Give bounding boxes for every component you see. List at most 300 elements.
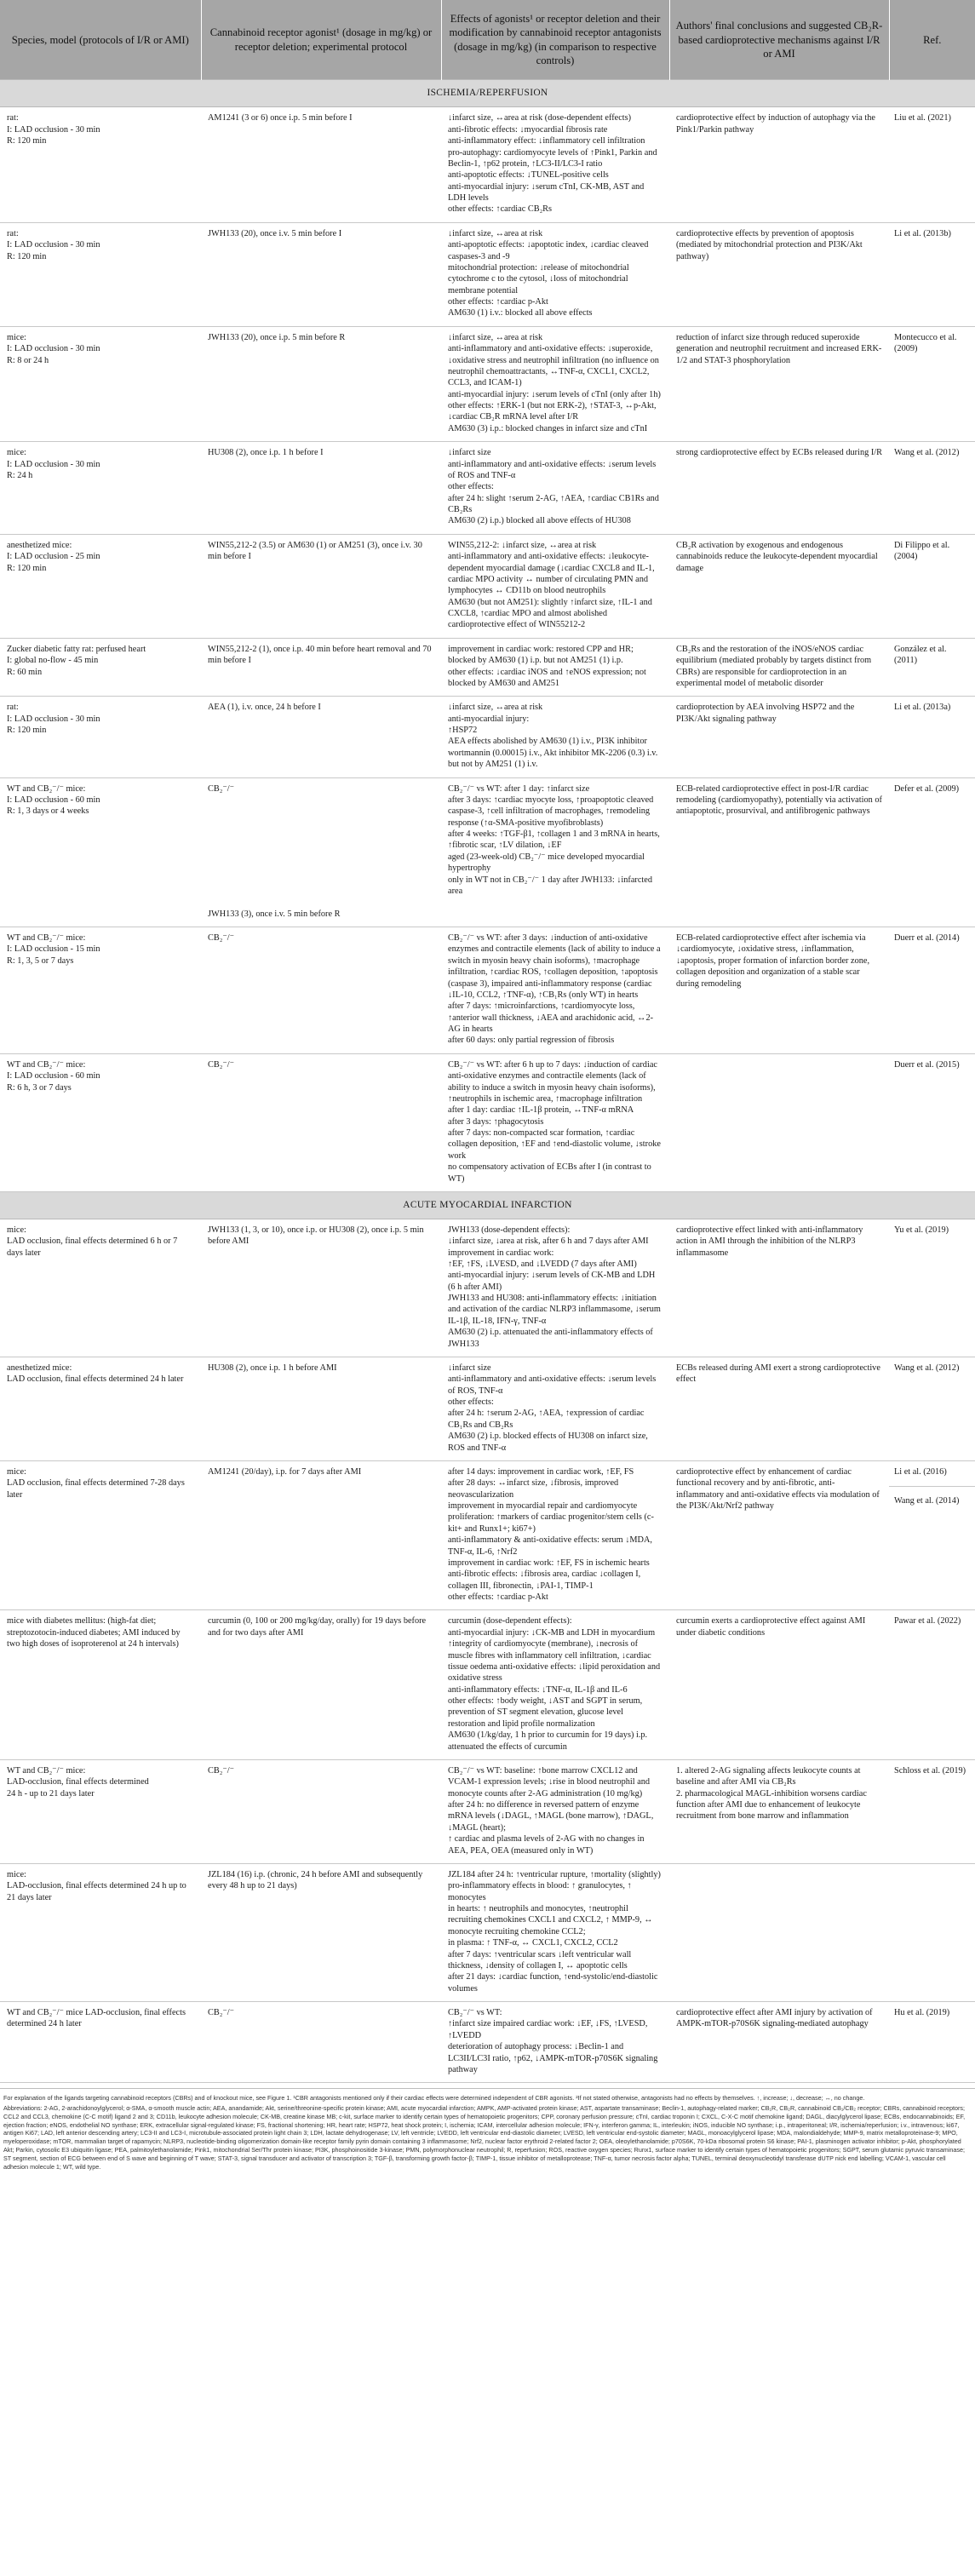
cell-line: deterioration of autophagy process: ↓Beclin-1 and LC3II/LC3I ratio, ↑p62, ↓AMPK-mTOR-p70S6K signaling pathway [448, 2042, 658, 2074]
cell-line: rat: [7, 113, 19, 123]
cell-line: ↑EF, ↑FS, ↓LVESD, and ↓LVEDD (7 days after AMI) [448, 1259, 637, 1269]
cell-line: AM630 (2) i.p. attenuated the anti-inflammatory effects of JWH133 [448, 1328, 653, 1349]
table-row [0, 442, 975, 535]
cell-line: 2. pharmacological MAGL-inhibition worsens cardiac function after AMI due to enhancement of leukocyte recruitment from bone marrow and inflammation [676, 1788, 867, 1822]
cell-line: I: global no-flow - 45 min [7, 656, 99, 666]
cell-line: JWH133 (20), once i.p. 5 min before R [208, 332, 346, 342]
cell-line: R: 120 min [7, 251, 47, 261]
table-row [0, 107, 975, 222]
cell-line: anti-myocardial injury: [448, 714, 530, 724]
reference-citation: Duerr et al. (2014) [894, 933, 960, 943]
cell-line: after 7 days: ↑microinfarctions, ↑cardiomyocyte loss, ↑anterior wall thickness, ↓AEA and arachidonic acid, ↔2-AG in hearts [448, 1001, 654, 1034]
section-ischemia-reperfusion [0, 80, 975, 107]
cell-agonist-protocol [201, 1219, 441, 1357]
cell-line: CB₂⁻/⁻ [208, 783, 235, 794]
cell-conclusions [669, 777, 889, 927]
cell-line: ↓infarct size, ↔area at risk (dose-dependent effects) [448, 113, 632, 123]
cell-line: other effects: [448, 482, 494, 492]
cell-reference [889, 2002, 975, 2083]
cell-line: anti-inflammatory and anti-oxidative effects: ↓serum levels of ROS, TNF-α [448, 1374, 657, 1396]
cell-line: CB₂Rs and the restoration of the iNOS/eNOS cardiac equilibrium (mediated probably by targets distinct from CBRs) are responsible for cardioprotection in an experimental model of metabolic disorder [676, 644, 872, 688]
cell-line: WT and CB₂⁻/⁻ mice: [7, 1765, 86, 1776]
cell-conclusions [669, 107, 889, 222]
cell-line: R: 1, 3, 5 or 7 days [7, 955, 74, 966]
cell-line: AEA effects abolished by AM630 (1) i.v., PI3K inhibitor wortmannin (0.00015) i.v., Akt inhibitor MK-2206 (0.3) i.v. but not by AM251 (1) i.v. [448, 737, 658, 770]
cell-line: ↓infarct size, ↓area at risk, after 6 h and 7 days after AMI [448, 1236, 649, 1247]
cell-line: other effects: ↑cardiac CB₂Rs [448, 204, 553, 215]
cell-effects [441, 1759, 669, 1863]
cell-line: anesthetized mice: [7, 1363, 72, 1373]
header-effects: Effects of agonists¹ or receptor deletion and their modification by cannabinoid receptor antagonists (dosage in mg/kg) (in comparison to respective controls) [441, 0, 669, 80]
footnote-abbreviations: Abbreviations: 2-AG, 2-arachidonoylglycerol; α-SMA, α-smooth muscle actin; AEA, anandamide; Akt, serine/threonine-specific protein kinase; AMI, acute myocardial infarction; AMPK, AMP-activated protein kinase; AST, aspartate transaminase; Beclin-1, autophagy-related marker; CB₁R, CB₂R, cannabinoid CB₁/CB₂ receptor; CBRs, cannabinoid receptors; CCL2 and CCL3, chemokine (C-C motif) ligand 2 and 3; CD11b, leukocyte adhesion molecule; CK-MB, creatine kinase MB; c-kit, surface marker to identify certain types of hematopoietic progenitors; CPP, coronary perfusion pressure; cTnI, cardiac troponin I; CXCL, C-X-C motif chemokine ligand; DAGL, diacylglycerol lipase; ECBs, endocannabinoids; EF, ejection fraction; eNOS, endothelial NO synthase; ERK, extracellular signal-regulated kinase; FS, fractional shortening; HR, heart rate; HSP72, heat shock protein; I, ischemia; ICAM, intercellular adhesion molecule; IFN-γ, interferon gamma; IL, interleukin; iNOS, inducible NO synthase; i.p., intraperitoneal; I/R, ischemia/reperfusion; i.v., intravenous; ki67, antigen Ki67; LAD, left anterior descending artery; LC3-II and LC3-I, microtubule-associated protein light chain 3; LDH, lactate dehydrogenase; LV, left ventricle; LVEDD, left ventricular end-diastolic diameter; LVESD, left ventricular end-systolic diameter; MAGL, monoacylglycerol lipase; MDA, malondialdehyde; MMP-9, matrix metalloproteinase-9; MPO, myeloperoxidase; mTOR, mammalian target of rapamycin; NLRP3, nucleotide-binding oligomerization domain-like receptor family pyrin domain containing 3 inflammasome; Nrf2, nuclear factor erythroid 2-related factor 2; OEA, oleoylethanolamide; p70S6K, 70-kDa ribosomal protein S6 kinase; PAI-1, plasminogen activator inhibitor; p-Akt, phosphorylated Akt; Parkin, cytosolic E3 ubiquitin ligase; PEA, palmitoylethanolamide; Pink1, mitochondrial Ser/Thr protein kinase; PI3K, phosphoinositide 3-kinase; PMN, polymorphonuclear neutrophil; R, reperfusion; ROS, reactive oxygen species; Runx1, surface marker to identify certain types of hematopoietic progenitors; SGPT, serum glutamic pyruvic transaminase; ST segment, section of ECG between end of S wave and beginning of T wave; STAT-3, signal transducer and activator of transcription 3; TGF-β, transforming growth factor-β; TIMP-1, tissue inhibitor of metalloprotease; TNF-α, tumor necrosis factor alpha; TUNEL, terminal deoxynucleotidyl transferase dUTP nick end labelling; VCAM-1, vascular cell adhesion molecule 1; WT, wild type. [3, 2104, 966, 2171]
cell-effects [441, 107, 669, 222]
cell-line: I: LAD occlusion - 15 min [7, 944, 100, 955]
cell-line: anti-apoptotic effects: ↓apoptotic index, ↓cardiac cleaved caspases-3 and -9 [448, 240, 649, 261]
cell-line: R: 120 min [7, 563, 47, 573]
cell-line: cardioprotective effects by prevention of apoptosis (mediated by mitochondrial protection and PI3K/Akt pathway) [676, 228, 863, 261]
cell-line: CB₂⁻/⁻ [208, 933, 235, 943]
cell-line: ↓infarct size, ↔area at risk [448, 332, 543, 342]
cell-line: JZL184 after 24 h: ↑ventricular rupture, ↑mortality (slightly) [448, 1869, 661, 1879]
cell-species-model [0, 442, 201, 535]
cell-line: JWH133 (20), once i.v. 5 min before I [208, 228, 342, 238]
cell-line: after 60 days: only partial regression of fibrosis [448, 1036, 615, 1046]
cell-species-model [0, 1610, 201, 1760]
cell-line: LAD-occlusion, final effects determined [7, 1777, 149, 1787]
cell-line: anti-inflammatory effect: ↓inflammatory cell infiltration [448, 136, 645, 146]
header-conclusions: Authors' final conclusions and suggested CB₂R-based cardioprotective mechanisms against I/R or AMI [669, 0, 889, 80]
cell-line: AM1241 (20/day), i.p. for 7 days after AMI [208, 1466, 362, 1477]
cell-agonist-protocol [201, 1759, 441, 1863]
cell-line: AM630 (2) i.p.) blocked all above effects of HU308 [448, 516, 631, 526]
cell-reference [889, 1219, 975, 1357]
cell-line: I: LAD occlusion - 30 min [7, 344, 100, 354]
cell-conclusions [669, 1759, 889, 1863]
cell-line: CB₂⁻/⁻ [208, 1059, 235, 1070]
reference-citation: Defer et al. (2009) [894, 783, 960, 794]
cell-conclusions [669, 222, 889, 326]
cell-line: ↑ cardiac and plasma levels of 2-AG with no changes in AEA, PEA, OEA (measured only in WT) [448, 1834, 645, 1856]
cell-conclusions [669, 638, 889, 697]
cell-line: anti-myocardial injury: ↓serum levels of CK-MB and LDH (6 h after AMI) [448, 1271, 656, 1292]
cell-reference [889, 222, 975, 326]
header-species-model: Species, model (protocols of I/R or AMI) [0, 0, 201, 80]
table-row [0, 1219, 975, 1357]
cell-line: I: LAD occlusion - 30 min [7, 714, 100, 724]
cell-effects [441, 534, 669, 638]
cell-line: rat: [7, 228, 19, 238]
cell-line: other effects: ↑body weight, ↓AST and SGPT in serum, prevention of ST segment elevation, glucose level restoration and lipid profile normalization [448, 1696, 643, 1729]
cell-conclusions [669, 326, 889, 441]
cell-line: R: 8 or 24 h [7, 355, 49, 365]
cell-line: anti-inflammatory and anti-oxidative effects: ↓leukocyte-dependent myocardial damage (↓cardiac CXCL8 and IL-1, cardiac MPO activity ↔ number of circulating PMN and lymphocytes ↔ CD11b on blood neutrophils [448, 552, 655, 596]
cell-line: improvement in cardiac work: restored CPP and HR; blocked by AM630 (1) i.p. but not AM251 (1) i.p. [448, 644, 634, 666]
cell-line: cardioprotective effect after AMI injury by activation of AMPK-mTOR-p70S6K signaling-mediated autophagy [676, 2008, 873, 2029]
cell-effects [441, 1053, 669, 1191]
section-acute-myocardial-infarction [0, 1191, 975, 1219]
cell-species-model [0, 534, 201, 638]
cell-line: JWH133 (dose-dependent effects): [448, 1225, 571, 1235]
cell-agonist-protocol [201, 534, 441, 638]
cell-line: rat: [7, 703, 19, 713]
cell-line: ↓infarct size, ↔area at risk [448, 228, 543, 238]
cell-line: after 28 days: ↔infarct size, ↓fibrosis, improved neovascularization [448, 1478, 619, 1500]
table-row [0, 1460, 975, 1610]
cell-line: I: LAD occlusion - 60 min [7, 1071, 100, 1081]
cell-line: strong cardioprotective effect by ECBs released during I/R [676, 448, 882, 458]
table-footnotes [0, 2088, 975, 2171]
cell-line: CB₂R activation by exogenous and endogenous cannabinoids reduce the leukocyte-dependent myocardial damage [676, 540, 878, 573]
footnote-legend: For explanation of the ligands targeting cannabinoid receptors (CBRs) and of knockout mice, see Figure 1. ¹CBR antagonists mentioned only if their cardiac effects were determined independent of CBR agonists. ²If not stated otherwise, antagonists had no effects by themselves. ↑, increase; ↓, decrease; ↔, no change. [3, 2094, 865, 2103]
table-row [0, 326, 975, 441]
cell-conclusions [669, 1610, 889, 1760]
cell-line: other effects: ↑cardiac p-Akt [448, 1592, 548, 1603]
cell-line: WT and CB₂⁻/⁻ mice: [7, 783, 86, 794]
cell-agonist-protocol [201, 638, 441, 697]
reference-citation: Pawar et al. (2022) [894, 1616, 961, 1626]
cell-reference [889, 927, 975, 1054]
cell-line: mice: [7, 332, 26, 342]
cell-effects [441, 697, 669, 777]
cell-species-model [0, 222, 201, 326]
cell-line: I: LAD occlusion - 60 min [7, 795, 100, 805]
cell-line: AEA (1), i.v. once, 24 h before I [208, 703, 321, 713]
cell-line: WIN55,212-2: ↓infarct size, ↔area at risk [448, 540, 597, 550]
cell-reference [889, 534, 975, 638]
cell-effects [441, 442, 669, 535]
cell-line: CB₂⁻/⁻ vs WT: after 6 h up to 7 days: ↓induction of cardiac anti-oxidative enzymes and contractile elements (lack of ability to induce a switch in myosin heavy chain isoforms), ↑neutrophils in ischemic area, ↑macrophage infiltration [448, 1059, 657, 1104]
cell-species-model [0, 927, 201, 1054]
cell-conclusions [669, 2002, 889, 2083]
table-row [0, 1357, 975, 1460]
cell-species-model [0, 1053, 201, 1191]
cell-line: LAD occlusion, final effects determined 6 h or 7 days later [7, 1236, 178, 1258]
cell-line [208, 852, 434, 863]
cell-line [208, 806, 434, 817]
cell-line: after 24 h: no difference in reversed pattern of enzyme mRNA levels (↓DAGL, ↑MAGL (bone marrow), ↑DAGL, ↓MAGL (heart); [448, 1800, 654, 1833]
cell-line: CB₂⁻/⁻ [208, 2008, 235, 2018]
cell-line: ECB-related cardioprotective effect after ischemia via ↓cardiomyocyte, ↓oxidative stress, ↓inflammation, ↓apoptosis, proper formation of infarction border zone, collagen deposition and organization of a stable scar during remodeling [676, 933, 870, 989]
cell-species-model [0, 326, 201, 441]
cell-line: ↑HSP72 [448, 726, 478, 735]
cell-species-model [0, 2002, 201, 2083]
cell-line: WT and CB₂⁻/⁻ mice LAD-occlusion, final effects determined 24 h later [7, 2008, 186, 2029]
cell-agonist-protocol [201, 1863, 441, 2001]
reference-citation: Hu et al. (2019) [894, 2008, 950, 2018]
cell-line: after 3 days: ↑cardiac myocyte loss, ↑proapoptotic cleaved caspase-3, ↑cell infiltration of macrophages, ↑remodeling response (↑α-SMA-positive myofibroblasts) [448, 795, 654, 828]
cell-reference [889, 777, 975, 927]
cell-reference [889, 107, 975, 222]
cell-line: R: 6 h, 3 or 7 days [7, 1082, 72, 1093]
cell-effects [441, 1610, 669, 1760]
table-row [0, 1053, 975, 1191]
cell-species-model [0, 777, 201, 927]
cell-effects [441, 1460, 669, 1610]
cell-agonist-protocol [201, 2002, 441, 2083]
cell-species-model [0, 1357, 201, 1460]
cell-reference [889, 1357, 975, 1460]
cell-effects [441, 1863, 669, 2001]
cell-line: I: LAD occlusion - 30 min [7, 124, 100, 135]
cell-line: anti-myocardial injury: ↓serum levels of cTnI (only after 1h) [448, 389, 661, 399]
cell-line: AM630 (2) i.p. blocked effects of HU308 on infarct size, ROS and TNF-α [448, 1431, 648, 1453]
cell-line: pro-inflammatory effects in blood: ↑ granulocytes, ↑ monocytes [448, 1881, 632, 1902]
cell-line [208, 795, 434, 806]
cell-line: JWH133 and HU308: anti-inflammatory effects: ↓initiation and activation of the cardiac NLRP3 inflammasome, ↓serum IL-1β, IL-18, IFN-γ, TNF-α [448, 1294, 661, 1326]
cell-line: mitochondrial protection: ↓release of mitochondrial cytochrome c to the cytosol, ↓loss of mitochondrial membrane potential [448, 262, 629, 295]
cell-species-model [0, 1219, 201, 1357]
reference-citation: Schloss et al. (2019) [894, 1765, 966, 1776]
cell-line: after 4 weeks: ↑TGF-β1, ↑collagen 1 and 3 mRNA in hearts, ↑fibrotic scar, ↑LV dilation, ↓EF [448, 829, 660, 851]
cell-line: aged (23-week-old) CB₂⁻/⁻ mice developed myocardial hypertrophy [448, 852, 645, 874]
cell-species-model [0, 107, 201, 222]
reference-citation: Li et al. (2016) [894, 1466, 947, 1477]
cell-line: ↓infarct size [448, 1363, 491, 1373]
reference-citation: Wang et al. (2014) [889, 1486, 975, 1506]
cell-line: improvement in myocardial repair and cardiomyocyte proliferation: ↑markers of cardiac progenitor/stem cells (c-kit+ and Runx1+; ki67+) [448, 1501, 654, 1534]
table-row [0, 697, 975, 777]
cell-effects [441, 638, 669, 697]
cell-line: anesthetized mice: [7, 540, 72, 550]
cell-line: mice: [7, 1225, 26, 1235]
cell-reference [889, 1863, 975, 2001]
cell-line: anti-apoptotic effects: ↓TUNEL-positive cells [448, 170, 609, 181]
cell-line: I: LAD occlusion - 30 min [7, 240, 100, 250]
cell-line: after 3 days: ↑phagocytosis [448, 1116, 544, 1127]
cell-agonist-protocol [201, 326, 441, 441]
reference-citation: González et al. (2011) [894, 644, 947, 666]
cell-line: WIN55,212-2 (1), once i.p. 40 min before heart removal and 70 min before I [208, 644, 432, 666]
cell-reference [889, 697, 975, 777]
cell-line: reduction of infarct size through reduced superoxide generation and neutrophil recruitment and increased ERK-1/2 and STAT-3 phosphorylation [676, 332, 882, 365]
cell-line: Zucker diabetic fatty rat: perfused heart [7, 644, 146, 654]
cell-line: mice: [7, 1869, 26, 1879]
table-row [0, 638, 975, 697]
cell-line: mice with diabetes mellitus: (high-fat diet; streptozotocin-induced diabetes; AMI induced by two high doses of isoproterenol at 24 h intervals) [7, 1616, 181, 1649]
cell-agonist-protocol [201, 1357, 441, 1460]
cell-reference [889, 638, 975, 697]
cell-line: JZL184 (16) i.p. (chronic, 24 h before AMI and subsequently every 48 h up to 21 days) [208, 1869, 423, 1891]
cell-line: improvement in cardiac work: ↑EF, FS in ischemic hearts [448, 1558, 650, 1568]
cell-line: cardioprotection by AEA involving HSP72 and the PI3K/Akt signaling pathway [676, 703, 855, 724]
reference-citation: Di Filippo et al. (2004) [894, 540, 950, 562]
cell-line [208, 840, 434, 851]
cell-line: other effects: [448, 1397, 494, 1408]
cell-agonist-protocol [201, 927, 441, 1054]
cell-line: after 21 days: ↓cardiac function, ↑end-systolic/end-diastolic volumes [448, 1972, 658, 1994]
cell-line: curcumin (dose-dependent effects): [448, 1616, 572, 1626]
cell-reference [889, 1460, 975, 1610]
cell-line: cardioprotective effect by induction of autophagy via the Pink1/Parkin pathway [676, 113, 875, 135]
cell-line: R: 120 min [7, 726, 47, 735]
table-row [0, 222, 975, 326]
cell-species-model [0, 1460, 201, 1610]
cell-agonist-protocol [201, 442, 441, 535]
cell-line: in plasma: ↑ TNF-α, ↔ CXCL1, CXCL2, CCL2 [448, 1938, 618, 1948]
cell-line: after 7 days: ↑ventricular scars ↓left ventricular wall thickness, ↓density of collagen I, ↔ apoptotic cells [448, 1949, 632, 1971]
cell-line: AM630 (3) i.p.: blocked changes in infarct size and cTnI [448, 423, 648, 433]
cell-line: JWH133 (1, 3, or 10), once i.p. or HU308 (2), once i.p. 5 min before AMI [208, 1225, 424, 1247]
cell-line: LAD-occlusion, final effects determined 24 h up to 21 days later [7, 1881, 186, 1902]
cell-reference [889, 1053, 975, 1191]
cell-reference [889, 326, 975, 441]
cell-line: anti-inflammatory and anti-oxidative effects: ↓serum levels of ROS and TNF-α [448, 459, 657, 480]
cell-line: HU308 (2), once i.p. 1 h before I [208, 448, 324, 458]
cell-line: AM630 (1) i.v.: blocked all above effects [448, 308, 593, 318]
cell-line: LAD occlusion, final effects determined 24 h later [7, 1374, 184, 1385]
cell-line: JWH133 (3), once i.v. 5 min before R [208, 909, 341, 919]
cell-line: CB₂⁻/⁻ vs WT: [448, 2008, 502, 2018]
cell-line: AM630 (but not AM251): slightly ↑infarct size, ↑IL-1 and CXCL8, ↑cardiac MPO and almost abolished cardioprotective effect of WIN55212-2 [448, 597, 652, 630]
cell-line: I: LAD occlusion - 25 min [7, 552, 100, 562]
cell-line: curcumin (0, 100 or 200 mg/kg/day, orally) for 19 days before and for two days after AMI [208, 1616, 427, 1638]
cell-effects [441, 1219, 669, 1357]
table-body [0, 80, 975, 2083]
cell-species-model [0, 1863, 201, 2001]
cell-line: R: 120 min [7, 136, 47, 146]
cell-agonist-protocol [201, 1610, 441, 1760]
section-title: ISCHEMIA/REPERFUSION [0, 80, 975, 107]
cell-line: WIN55,212-2 (3.5) or AM630 (1) or AM251 (3), once i.v. 30 min before I [208, 540, 422, 562]
cell-line [208, 863, 434, 874]
cell-conclusions [669, 697, 889, 777]
cell-line: only in WT not in CB₂⁻/⁻ 1 day after JWH133: ↓infarcted area [448, 875, 652, 896]
cell-line [208, 875, 434, 886]
reference-citation: Duerr et al. (2015) [894, 1059, 960, 1070]
cell-line: WT and CB₂⁻/⁻ mice: [7, 933, 86, 943]
cell-line: in hearts: ↑ neutrophils and monocytes, ↑neutrophil recruiting chemokines CXCL1 and CXCL2, ↑ MMP-9, ↔ monocyte recruiting chemokine CCL2; [448, 1904, 653, 1936]
cell-reference [889, 1610, 975, 1760]
cell-reference [889, 1759, 975, 1863]
cell-effects [441, 222, 669, 326]
cell-line: other effects: ↑ERK-1 (but not ERK-2), ↑STAT-3, ↔p-Akt, ↓cardiac CB₂R mRNA level after I/R [448, 401, 657, 422]
cell-line: other effects: ↓cardiac iNOS and ↑eNOS expression; not blocked by AM630 and AM251 [448, 667, 646, 688]
reference-citation: Li et al. (2013a) [894, 703, 951, 713]
cell-line: R: 60 min [7, 667, 43, 677]
cell-conclusions [669, 1053, 889, 1191]
cell-line: anti-myocardial injury: ↓CK-MB and LDH in myocardium ↑integrity of cardiomyocyte (membrane), ↓necrosis of muscle fibres with inflammatory cell infiltration, ↓cardiac tissue oedema anti-oxidative effects: ↓lipid peroxidation and oxidative stress [448, 1627, 661, 1684]
cell-agonist-protocol [201, 1460, 441, 1610]
reference-citation: Montecucco et al. (2009) [894, 332, 957, 354]
cell-effects [441, 777, 669, 927]
cell-agonist-protocol [201, 107, 441, 222]
cell-effects [441, 1357, 669, 1460]
cell-line: CB₂⁻/⁻ vs WT: baseline: ↑bone marrow CXCL12 and VCAM-1 expression levels; ↓rise in blood neutrophil and monocyte counts after 2-AG administration (10 mg/kg) [448, 1765, 651, 1799]
cell-line: WT and CB₂⁻/⁻ mice: [7, 1059, 86, 1070]
cell-effects [441, 326, 669, 441]
cell-agonist-protocol [201, 222, 441, 326]
cell-line: pro-autophagy: cardiomyocyte levels of ↑Pink1, Parkin and Beclin-1, ↑p62 protein, ↑LC3-II/LC3-I ratio [448, 147, 657, 169]
cell-line: anti-fibrotic effects: ↓fibrosis area, cardiac ↓collagen I, collagen III, fibronectin, ↓PAI-1, TIMP-1 [448, 1569, 641, 1591]
cell-line: CB₂⁻/⁻ [208, 1765, 235, 1776]
cell-line: after 1 day: cardiac ↑IL-1β protein, ↔TNF-α mRNA [448, 1105, 634, 1116]
table-row [0, 777, 975, 927]
cell-line: R: 1, 3 days or 4 weeks [7, 806, 89, 817]
cell-line: anti-inflammatory and anti-oxidative effects: ↓superoxide, ↓oxidative stress and neutrophil infiltration (no influence on neutrophil chemoattractants, ↔TNF-α, CXCL1, CXCL2, CCL3, and ICAM-1) [448, 344, 659, 388]
reference-citation: Wang et al. (2012) [894, 448, 960, 458]
cell-conclusions [669, 1460, 889, 1610]
cell-species-model [0, 697, 201, 777]
cell-effects [441, 927, 669, 1054]
table-row [0, 534, 975, 638]
cell-species-model [0, 638, 201, 697]
cell-agonist-protocol [201, 1053, 441, 1191]
cell-line: cardioprotective effect by enhancement of cardiac functional recovery and by anti-fibrotic, anti-inflammatory and anti-oxidative effects via modulation of the PI3K/Akt/Nrf2 pathway [676, 1466, 880, 1512]
cell-reference [889, 442, 975, 535]
cell-agonist-protocol [201, 697, 441, 777]
table-header [0, 0, 975, 80]
cell-line: 24 h - up to 21 days later [7, 1788, 95, 1799]
cell-line: LAD occlusion, final effects determined 7-28 days later [7, 1478, 185, 1500]
cell-line: R: 24 h [7, 470, 33, 480]
cell-conclusions [669, 442, 889, 535]
section-title: ACUTE MYOCARDIAL INFARCTION [0, 1191, 975, 1219]
cell-line: CB₂⁻/⁻ vs WT: after 3 days: ↓induction of anti-oxidative enzymes and contractile elements (lack of ability to induce a switch in myosin heavy chain isoforms), ↑macrophage infiltration, ↑cardiac ROS, ↑collagen deposition, ↑apoptosis (caspase 3), impaired anti-inflammatory response (cardiac ↓IL-10, CCL2, ↑TNF-α), ↑CB₁Rs (only WT) in hearts [448, 933, 661, 1000]
cell-line: ↓infarct size, ↔area at risk [448, 703, 543, 713]
cell-effects [441, 2002, 669, 2083]
reference-citation: Yu et al. (2019) [894, 1225, 949, 1235]
table-row [0, 927, 975, 1054]
cell-conclusions [669, 1357, 889, 1460]
cell-line: after 7 days: non-compacted scar formation, ↑cardiac collagen deposition, ↑EF and ↑end-diastolic volume, ↓stroke work [448, 1128, 661, 1161]
cell-line [208, 897, 434, 908]
cell-conclusions [669, 1219, 889, 1357]
cell-line: mice: [7, 448, 26, 458]
cell-line: ↑infarct size impaired cardiac work: ↓EF, ↓FS, ↑LVESD, ↑LVEDD [448, 2019, 648, 2040]
cell-agonist-protocol [201, 777, 441, 927]
cell-line: CB₂⁻/⁻ vs WT: after 1 day: ↑infarct size [448, 783, 590, 794]
cell-line: after 24 h: slight ↑serum 2-AG, ↑AEA, ↑cardiac CB1Rs and CB₂Rs [448, 493, 659, 514]
table-row [0, 1759, 975, 1863]
cell-line: ECBs released during AMI exert a strong cardioprotective effect [676, 1363, 880, 1385]
cell-conclusions [669, 534, 889, 638]
cell-line: HU308 (2), once i.p. 1 h before AMI [208, 1363, 337, 1373]
cell-line: I: LAD occlusion - 30 min [7, 459, 100, 469]
cell-line: no compensatory activation of ECBs after I (in contrast to WT) [448, 1162, 651, 1184]
cell-line: cardioprotective effect linked with anti-inflammatory action in AMI through the inhibition of the NLRP3 inflammasome [676, 1225, 863, 1258]
cell-line: other effects: ↑cardiac p-Akt [448, 297, 548, 307]
cell-line: curcumin exerts a cardioprotective effect against AMI under diabetic conditions [676, 1616, 866, 1638]
cell-line [208, 829, 434, 840]
cell-line: anti-inflammatory & anti-oxidative effects: serum ↓MDA, TNF-α, IL-6, ↑Nrf2 [448, 1535, 653, 1557]
header-agonist-dosage: Cannabinoid receptor agonist¹ (dosage in mg/kg) or receptor deletion; experimental protocol [201, 0, 441, 80]
cell-line: anti-myocardial injury: ↓serum cTnI, CK-MB, AST and LDH levels [448, 181, 645, 203]
table-row [0, 1863, 975, 2001]
table-row [0, 2002, 975, 2083]
reference-citation: Liu et al. (2021) [894, 113, 951, 123]
cell-line: ECB-related cardioprotective effect in post-I/R cardiac remodeling (cardiomyopathy), potentially via activation of antiapoptotic, prosurvival, and antifibrogenic pathways [676, 783, 882, 817]
cell-line: after 24 h: ↑serum 2-AG, ↑AEA, ↑expression of cardiac CB₁Rs and CB₂Rs [448, 1408, 645, 1430]
cell-conclusions [669, 927, 889, 1054]
header-reference: Ref. [889, 0, 975, 80]
cell-line: 1. altered 2-AG signaling affects leukocyte counts at baseline and after AMI via CB₂Rs [676, 1765, 861, 1787]
cell-line: anti-fibrotic effects: ↓myocardial fibrosis rate [448, 124, 608, 135]
cell-line: after 14 days: improvement in cardiac work, ↑EF, FS [448, 1466, 634, 1477]
cell-line: AM630 (1/kg/day, 1 h prior to curcumin for 19 days) i.p. attenuated the effects of curcumin [448, 1730, 648, 1752]
cell-line [208, 886, 434, 897]
cell-line: improvement in cardiac work: [448, 1248, 554, 1258]
table-row [0, 1610, 975, 1760]
cell-line: anti-inflammatory effects: ↓TNF-α, IL-1β and IL-6 [448, 1684, 628, 1695]
reference-citation: Li et al. (2013b) [894, 228, 951, 238]
cell-species-model [0, 1759, 201, 1863]
cell-conclusions [669, 1863, 889, 2001]
reference-citation: Wang et al. (2012) [894, 1363, 960, 1373]
cell-line: AM1241 (3 or 6) once i.p. 5 min before I [208, 113, 353, 123]
cell-line: mice: [7, 1466, 26, 1477]
cell-line [208, 818, 434, 829]
cell-line: ↓infarct size [448, 448, 491, 458]
